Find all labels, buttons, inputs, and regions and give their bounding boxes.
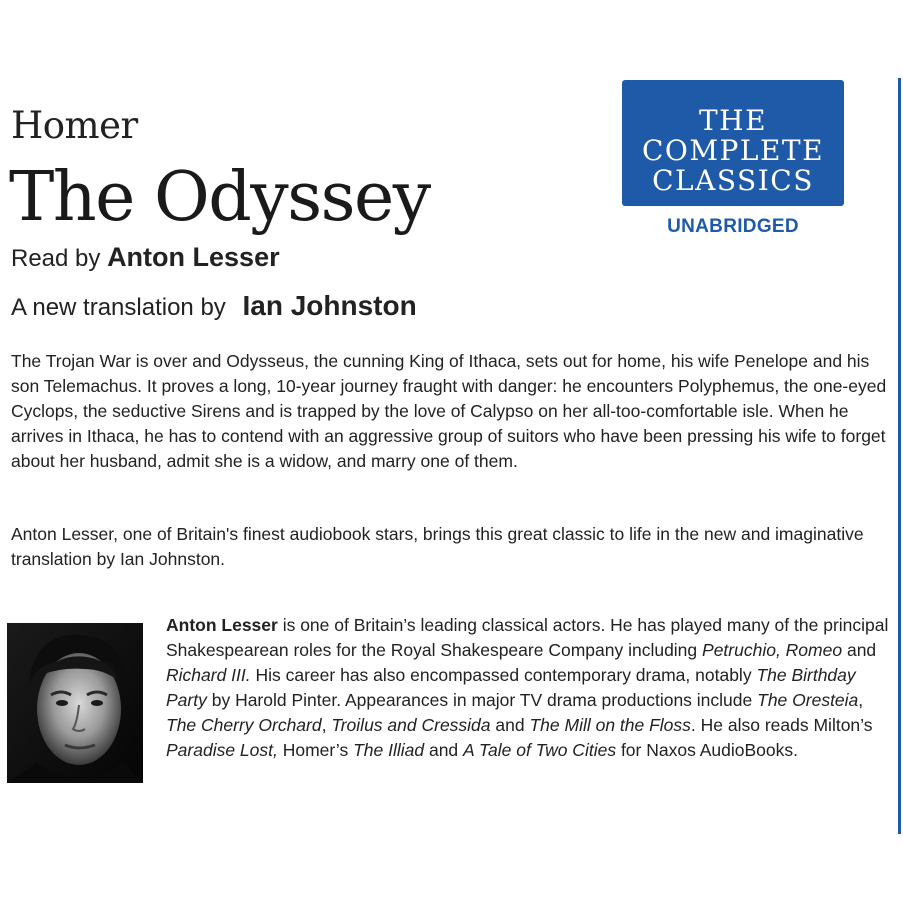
logo-line-complete: COMPLETE — [641, 134, 825, 167]
bio-book-title: The Illiad — [353, 740, 425, 760]
author-name: Homer — [11, 104, 138, 147]
right-edge-rule — [898, 78, 901, 834]
bio-text: , — [321, 715, 332, 735]
bio-text: and — [490, 715, 530, 735]
bio-text: and — [842, 640, 877, 660]
bio-text: , — [858, 690, 864, 710]
bio-play-title: The Birthday Party — [166, 665, 856, 710]
reader-biography — [166, 613, 896, 763]
bio-book-title: A Tale of Two Cities — [463, 740, 617, 760]
translator-credit — [11, 288, 417, 326]
reader-credit — [11, 240, 280, 276]
bio-name: Anton Lesser — [166, 615, 278, 635]
portrait-image — [7, 623, 143, 783]
bio-text: by Harold Pinter. Appearances in major TV drama productions include — [206, 690, 758, 710]
bio-tv-title: The Mill on the Floss — [529, 715, 691, 735]
reader-intro-paragraph: Anton Lesser, one of Britain's finest audiobook stars, brings this great classic to life in the new and imaginative translation by Ian Johnston. — [11, 524, 864, 569]
bio-tv-title: The Oresteia — [757, 690, 859, 710]
reader-prefix: Read by — [11, 245, 101, 272]
book-title: The Odyssey — [9, 158, 430, 237]
translator-name: Ian Johnston — [242, 290, 417, 321]
bio-text: Homer’s — [277, 740, 354, 760]
bio-text: . He also reads Milton’s — [690, 715, 873, 735]
translator-prefix: A new translation by — [11, 294, 226, 321]
complete-classics-logo — [622, 80, 844, 206]
bio-tv-title: Troilus and Cressida — [331, 715, 491, 735]
reader-name: Anton Lesser — [107, 242, 280, 272]
synopsis-paragraph: The Trojan War is over and Odysseus, the cunning King of Ithaca, sets out for home, his wife Penelope and his son Telemachus. It proves a long, 10-year journey fraught with danger: he encounters Polyphemus, the one-eyed Cyclops, the seductive Sirens and is trapped by the love of Calypso on her all-too-comfortable isle. When he arrives in Ithaca, he has to contend with an aggressive group of suitors who have been pressing his wife to forget about her husband, admit she is a widow, and marry one of them. — [11, 351, 887, 471]
reader-portrait-photo — [7, 623, 143, 783]
bio-text: His career has also encompassed contemporary drama, notably — [250, 665, 757, 685]
bio-tv-title: The Cherry Orchard — [166, 715, 322, 735]
logo-line-the: THE — [698, 104, 768, 137]
bio-book-title: Paradise Lost, — [166, 740, 278, 760]
bio-text: and — [424, 740, 464, 760]
logo-line-classics: CLASSICS — [652, 164, 814, 197]
bio-text: is one of Britain’s leading classical actors. He has played many of the principal Shakespearean roles for the Royal Shakespeare Company including — [166, 615, 889, 660]
unabridged-label: UNABRIDGED — [667, 216, 799, 237]
bio-text: for Naxos AudioBooks. — [616, 740, 798, 760]
bio-role: Petruchio, Romeo — [702, 640, 843, 660]
bio-role: Richard III. — [166, 665, 251, 685]
